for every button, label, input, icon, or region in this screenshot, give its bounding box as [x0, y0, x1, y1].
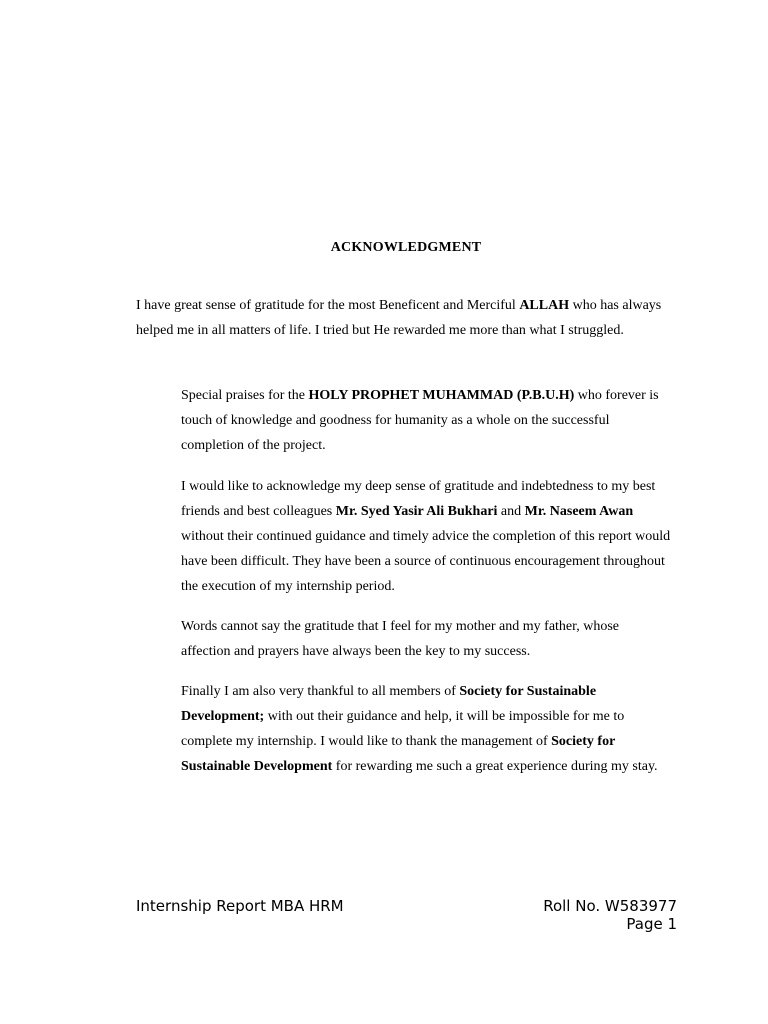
paragraph-1 — [136, 293, 676, 343]
page-title: ACKNOWLEDGMENT — [330, 240, 482, 255]
paragraph-text: Special praises for the — [181, 388, 309, 403]
emphasized-text: ALLAH — [519, 298, 570, 313]
emphasized-text: Mr. Syed Yasir Ali Bukhari — [335, 504, 498, 519]
paragraph-text: I would like to acknowledge my deep sense of gratitude and indebtedness to my best friends and best colleagues — [181, 479, 656, 519]
paragraph-5 — [181, 679, 671, 779]
emphasized-text: Mr. Naseem Awan — [524, 504, 634, 519]
paragraph-text: and — [497, 504, 525, 519]
footer-roll-number: Roll No. W583977 — [543, 897, 677, 915]
paragraph-text: who has always helped me in all matters of life. I tried but He rewarded me more than what I struggled. — [136, 298, 662, 338]
footer-right-block — [543, 897, 677, 933]
paragraph-text: who forever is touch of knowledge and goodness for humanity as a whole on the successful completion of the project. — [181, 388, 659, 453]
emphasized-text: Society for Sustainable Development; — [181, 684, 597, 724]
emphasized-text: HOLY PROPHET MUHAMMAD (P.B.U.H) — [308, 388, 575, 403]
footer-page-number: Page 1 — [626, 915, 677, 933]
paragraph-text: I have great sense of gratitude for the most Beneficent and Merciful — [136, 298, 520, 313]
footer-report-title: Internship Report MBA HRM — [136, 897, 344, 915]
paragraph-text: Finally I am also very thankful to all members of — [181, 684, 460, 699]
paragraph-text: for rewarding me such a great experience during my stay. — [332, 759, 658, 774]
paragraph-2 — [181, 383, 671, 458]
paragraph-text: Words cannot say the gratitude that I feel for my mother and my father, whose affection and prayers have always been the key to my success. — [181, 619, 620, 659]
paragraph-3 — [181, 474, 671, 599]
paragraph-4 — [181, 614, 671, 664]
paragraph-text: without their continued guidance and timely advice the completion of this report would have been difficult. They have been a source of continuous encouragement throughout the execution of my internship period. — [181, 529, 671, 594]
paragraph-text: with out their guidance and help, it will be impossible for me to complete my internship. I would like to thank the management of — [181, 709, 625, 749]
emphasized-text: Society for Sustainable Development — [181, 734, 616, 774]
